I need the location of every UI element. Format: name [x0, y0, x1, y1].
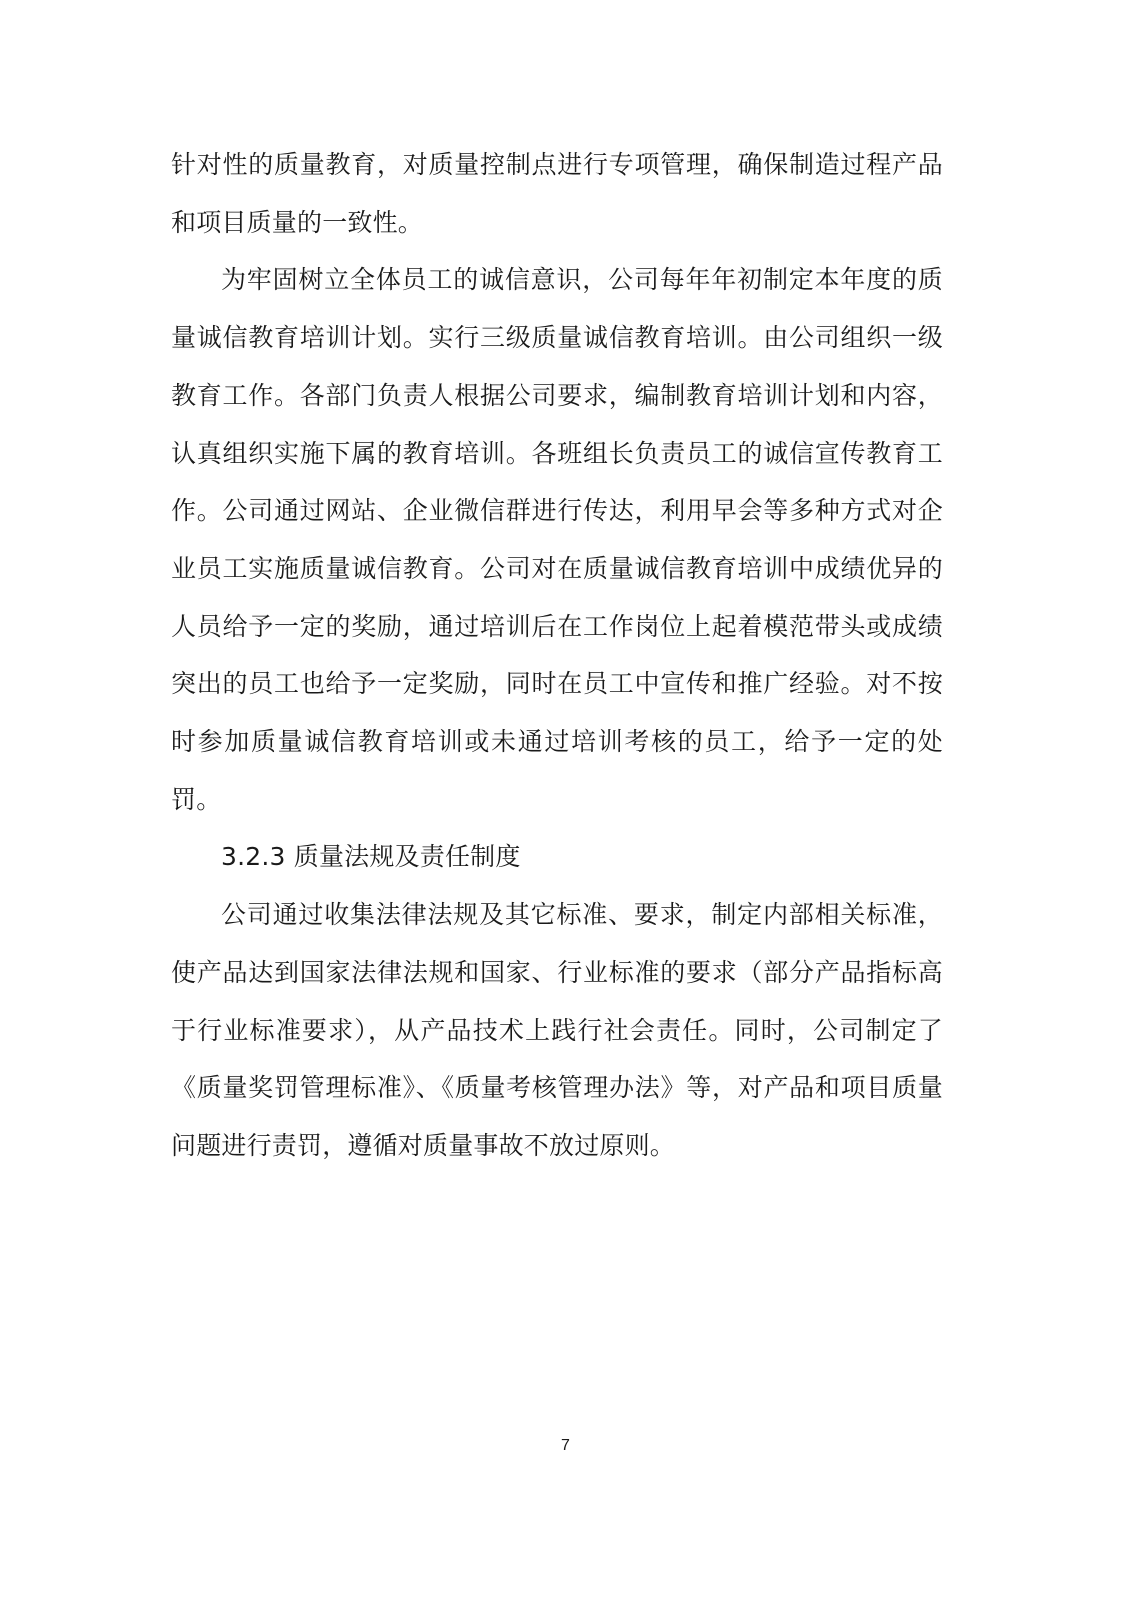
page-number: 7	[561, 1437, 570, 1454]
paragraph-quality-regulations: 公司通过收集法律法规及其它标准、要求，制定内部相关标准，使产品达到国家法律法规和国家、行业标准的要求（部分产品指标高于行业标准要求），从产品技术上践行社会责任。同时，公司制定了《质量奖罚管理标准》、《质量考核管理办法》等，对产品和项目质量问题进行责罚，遵循对质量事故不放过原则。	[171, 900, 943, 1160]
paragraph-continuation: 针对性的质量教育，对质量控制点进行专项管理，确保制造过程产品和项目质量的一致性。	[171, 150, 943, 237]
paragraph-integrity-training: 为牢固树立全体员工的诚信意识，公司每年年初制定本年度的质量诚信教育培训计划。实行三级质量诚信教育培训。由公司组织一级教育工作。各部门负责人根据公司要求，编制教育培训计划和内容，认真组织实施下属的教育培训。各班组长负责员工的诚信宣传教育工作。公司通过网站、企业微信群进行传达，利用早会等多种方式对企业员工实施质量诚信教育。公司对在质量诚信教育培训中成绩优异的人员给予一定的奖励，通过培训后在工作岗位上起着模范带头或成绩突出的员工也给予一定奖励，同时在员工中宣传和推广经验。对不按时参加质量诚信教育培训或未通过培训考核的员工，给予一定的处罚。	[171, 265, 943, 814]
document-body	[171, 136, 943, 1175]
section-heading: 3.2.3 质量法规及责任制度	[221, 842, 521, 872]
